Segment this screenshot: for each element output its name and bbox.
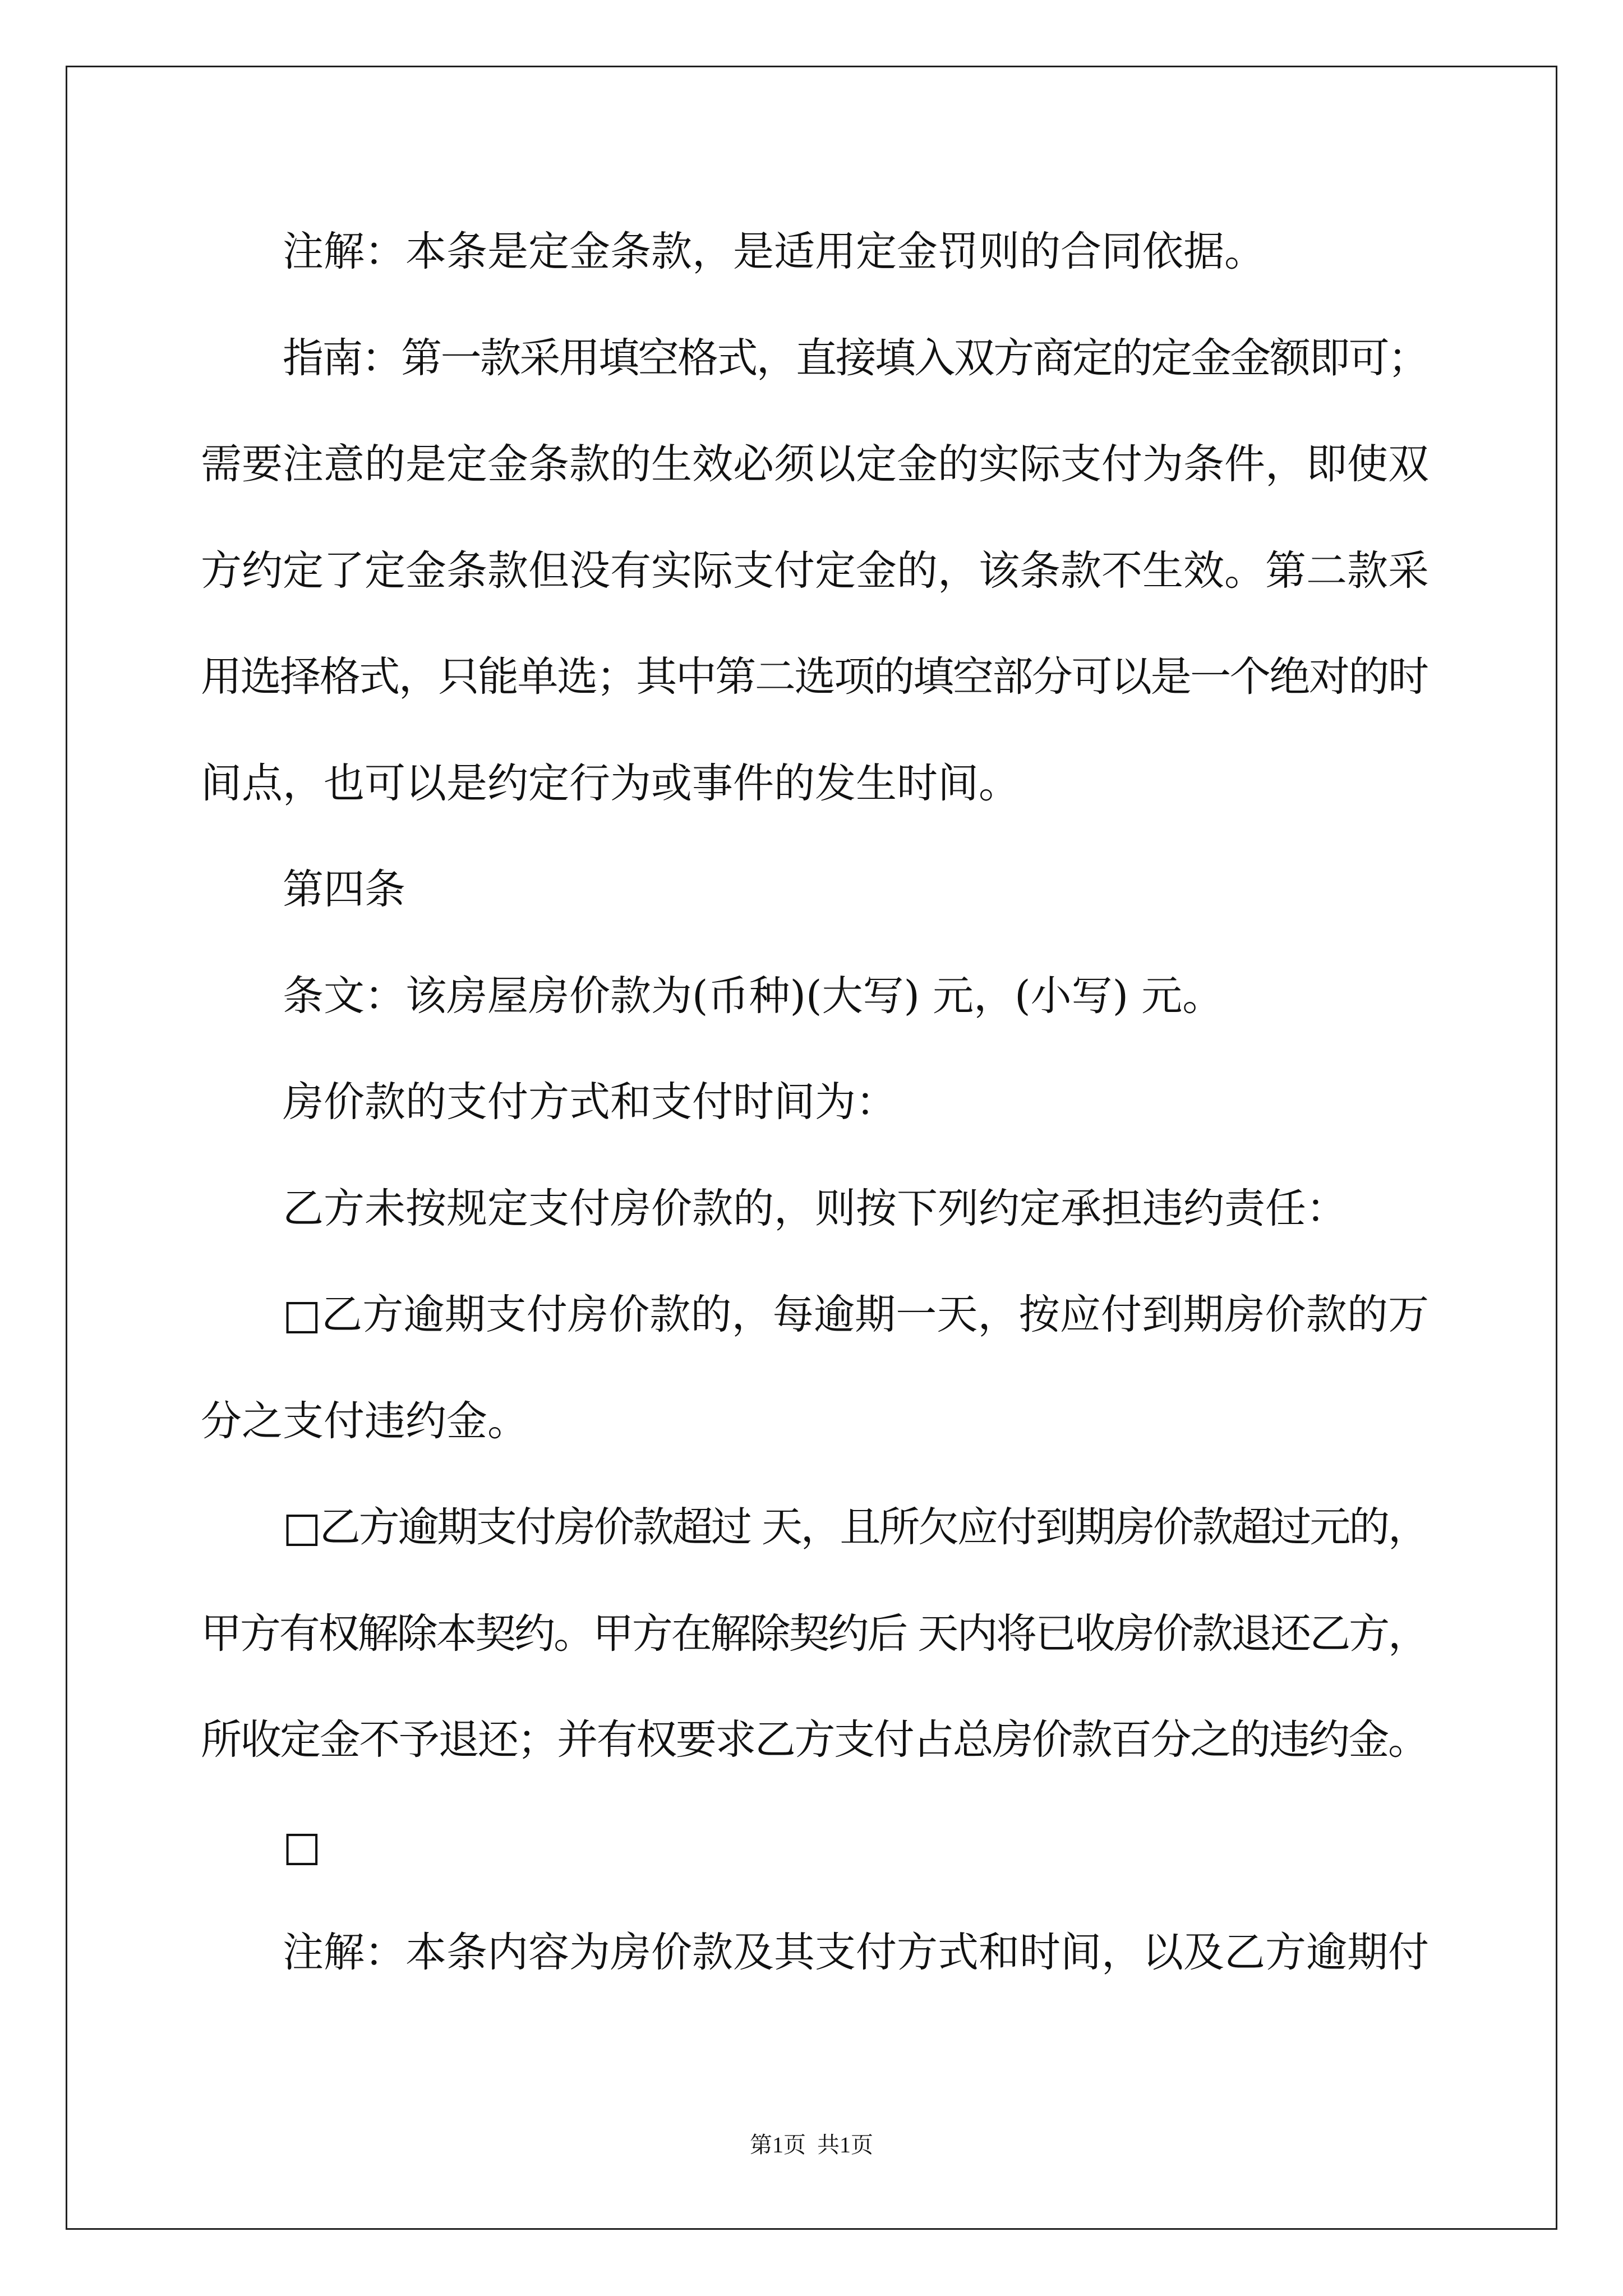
paragraph-note-deposit [201,199,1429,305]
text-line: 分之支付违约金。 [201,1397,528,1445]
text-line: 乙方未按规定支付房价款的，则按下列约定承担违约责任： [283,1184,1347,1232]
text-line: 方约定了定金条款但没有实际支付定金的，该条款不生效。第二款采 [201,546,1429,595]
paragraph-breach-liability [201,1156,1429,1262]
text-line [201,1793,1429,1900]
paragraph-guide [201,305,1429,837]
paragraph-option-2 [201,1474,1429,1793]
text-line: 房价款的支付方式和支付时间为： [283,1078,897,1126]
text-line: 指南：第一款采用填空格式，直接填入双方商定的定金金额即可； [283,334,1428,382]
text-line: 注解：本条内容为房价款及其支付方式和时间，以及乙方逾期付 [283,1929,1429,1976]
section-heading [201,836,1429,943]
paragraph-note-price [201,1899,1429,2006]
text-line: 用选择格式，只能单选；其中第二选项的填空部分可以是一个绝对的时 [201,653,1428,701]
paragraph-payment-method [201,1049,1429,1156]
paragraph-option-3 [201,1793,1429,1900]
paragraph-clause-text [201,943,1429,1050]
text-line: 间点，也可以是约定行为或事件的发生时间。 [201,759,1020,807]
text-line: □乙方逾期支付房价款的，每逾期一天，按应付到期房价款的万 [283,1291,1430,1338]
text-line: 条文：该房屋房价款为(币种)(大写) 元，(小写) 元。 [283,972,1224,1020]
text-line: 需要注意的是定金条款的生效必须以定金的实际支付为条件，即使双 [201,440,1429,488]
text-line: 所收定金不予退还；并有权要求乙方支付占总房价款百分之的违约金。 [201,1716,1428,1764]
document-body [201,199,1429,2006]
checkbox-glyph: □ [283,1822,321,1870]
text-line: 第四条 [283,866,405,913]
text-line: □乙方逾期支付房价款超过 天，且所欠应付到期房价款超过元的， [283,1503,1427,1551]
text-line: 注解：本条是定金条款，是适用定金罚则的合同依据。 [283,228,1265,275]
paragraph-option-1 [201,1262,1429,1474]
text-line: 甲方有权解除本契约。甲方在解除契约后 天内将已收房价款退还乙方， [201,1609,1427,1658]
page-footer: 第1页 共1页 [750,2132,873,2157]
